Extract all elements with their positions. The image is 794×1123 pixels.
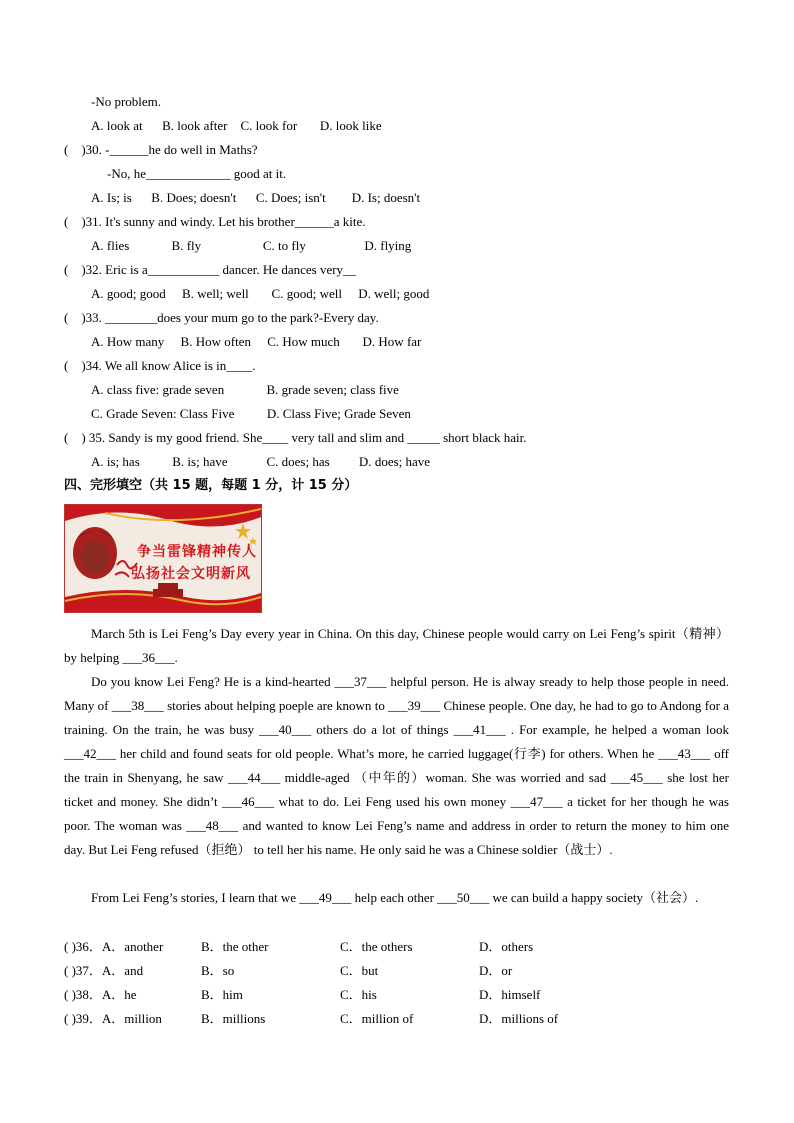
q34-stem: ( )34. We all know Alice is in____.	[64, 358, 256, 373]
q35-options: A. is; has B. is; have C. does; has D. does; have	[91, 454, 431, 469]
option-c: C．the others	[340, 939, 413, 954]
q30-reply: -No, he_____________ good at it.	[107, 166, 287, 181]
section-heading: 四、完形填空（共 15 题，每题 1 分，计 15 分）	[64, 478, 358, 493]
question-row-37	[64, 963, 513, 979]
q29-options: A. look at B. look after C. look for D. look like	[91, 118, 382, 133]
passage-p3-text: From Lei Feng’s stories, I learn that we ___49___ help each other ___50___ we can build a happy society（社会）.	[91, 890, 699, 905]
question-stem: ( )36．A．another	[64, 939, 164, 954]
option-d: D．himself	[479, 987, 541, 1002]
q31-stem: ( )31. It's sunny and windy. Let his brother______a kite.	[64, 214, 366, 229]
passage-paragraph-2	[64, 670, 729, 862]
option-d: D．others	[479, 939, 534, 954]
q34-options-1: A. class five: grade seven B. grade seven; class five	[91, 382, 399, 397]
q32-stem: ( )32. Eric is a___________ dancer. He dances very__	[64, 262, 357, 277]
passage-paragraph-3	[64, 886, 729, 910]
q30-stem: ( )30. -______he do well in Maths?	[64, 142, 258, 157]
passage-p1-text: March 5th is Lei Feng’s Day every year in China. On this day, Chinese people would carry on Lei Feng’s spirit（精神） by helping ___36___.	[64, 626, 729, 665]
option-d: D．or	[479, 963, 513, 978]
passage-paragraph-1	[64, 622, 729, 670]
passage-p2-text: Do you know Lei Feng? He is a kind-hearted ___37___ helpful person. He is alway sready to help those people in need. Many of ___38___ stories about helping poeple are known to ___39___ Chinese people. One day, he had to go to Andong for a training. On the train, he was busy ___40___ others do a lot of things ___41___ . For example, he helped a woman look ___42___ her child and found seats for old people. What’s more, he carried luggage(行李) for others. When he ___43___ off the train in Shenyang, he saw ___44___ middle-aged （中年的）woman. She was worried and sad ___45___ she lost her ticket and money. She didn’t ___46___ what to do. Lei Feng used his own money ___47___ a ticket for her though he was poor. The woman was ___48___ and wanted to know Lei Feng’s name and address in order to return the money to him one day. But Lei Feng refused（拒绝） to tell her his name. He only said he was a Chinese soldier（战士）.	[64, 674, 729, 857]
option-d: D．millions of	[479, 1011, 559, 1026]
question-stem: ( )37．A．and	[64, 963, 144, 978]
q34-options-2: C. Grade Seven: Class Five D. Class Five; Grade Seven	[91, 406, 411, 421]
lei-feng-poster	[64, 504, 262, 613]
q30-options: A. Is; is B. Does; doesn't C. Does; isn't D. Is; doesn't	[91, 190, 421, 205]
option-c: C．but	[340, 963, 379, 978]
option-c: C．million of	[340, 1011, 414, 1026]
option-c: C．his	[340, 987, 377, 1002]
poster-slogan-2: 弘扬社会文明新风	[131, 566, 251, 582]
question-row-36	[64, 939, 534, 955]
q29-reply: -No problem.	[91, 94, 162, 109]
q33-stem: ( )33. ________does your mum go to the park?-Every day.	[64, 310, 379, 325]
question-stem: ( )39．A．million	[64, 1011, 162, 1026]
question-stem: ( )38．A．he	[64, 987, 137, 1002]
poster-slogan-1: 争当雷锋精神传人	[137, 544, 257, 560]
option-b: B．millions	[201, 1011, 266, 1026]
question-row-38	[64, 987, 541, 1003]
q33-options: A. How many B. How often C. How much D. How far	[91, 334, 422, 349]
option-b: B．him	[201, 987, 243, 1002]
question-row-39	[64, 1011, 559, 1027]
q32-options: A. good; good B. well; well C. good; well D. well; good	[91, 286, 430, 301]
q31-options: A. flies B. fly C. to fly D. flying	[91, 238, 412, 253]
q35-stem: ( ) 35. Sandy is my good friend. She____ very tall and slim and _____ short black hair.	[64, 430, 527, 445]
option-b: B．the other	[201, 939, 269, 954]
option-b: B．so	[201, 963, 235, 978]
